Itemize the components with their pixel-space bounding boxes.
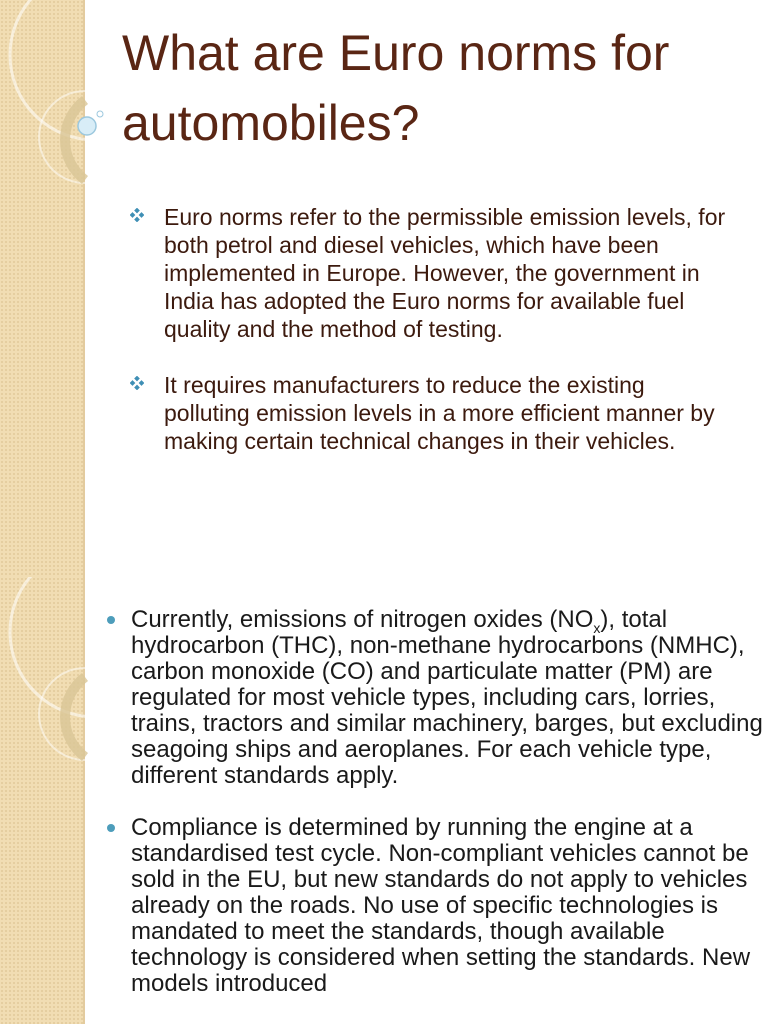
slide-title: What are Euro norms for automobiles?	[122, 25, 670, 151]
list-item	[130, 371, 730, 455]
subscript-x: x	[593, 619, 601, 636]
decorative-rings	[0, 0, 130, 577]
diamond-bullet-icon	[130, 376, 144, 390]
bullet-text-part: Currently, emissions of nitrogen oxides (NO	[131, 606, 594, 633]
bullet-text: It requires manufacturers to reduce the existing polluting emission levels in a more efficient manner by making certain technical changes in their vehicles.	[164, 372, 715, 454]
list-item	[107, 815, 767, 997]
list-item	[130, 203, 730, 343]
bullet-text: Compliance is determined by running the engine at a standardised test cycle. Non-compliant vehicles cannot be sold in the EU, but new standards do not apply to vehicles already on the roads. No use of specific technologies is mandated to meet the standards, though available technology is considered when setting the standards. New models introduced	[131, 814, 751, 997]
slide-2	[0, 577, 768, 1024]
round-bullet-icon	[107, 824, 115, 832]
round-bullet-icon	[107, 616, 115, 624]
bullet-list	[107, 607, 767, 997]
bullet-list	[130, 203, 730, 455]
bullet-text-part: ), total hydrocarbon (THC), non-methane hydrocarbons (NMHC), carbon monoxide (CO) and particulate matter (PM) are regulated for most vehicle types, including cars, lorries, trains, tractors and similar machinery, barges, but excluding seagoing ships and aeroplanes. For each vehicle type, different standards apply.	[131, 606, 763, 789]
diamond-bullet-icon	[130, 208, 144, 222]
list-item	[107, 607, 767, 789]
bullet-text: Euro norms refer to the permissible emission levels, for both petrol and diesel vehicles, which have been implemented in Europe. However, the government in India has adopted the Euro norms for available fuel quality and the method of testing.	[164, 204, 726, 342]
